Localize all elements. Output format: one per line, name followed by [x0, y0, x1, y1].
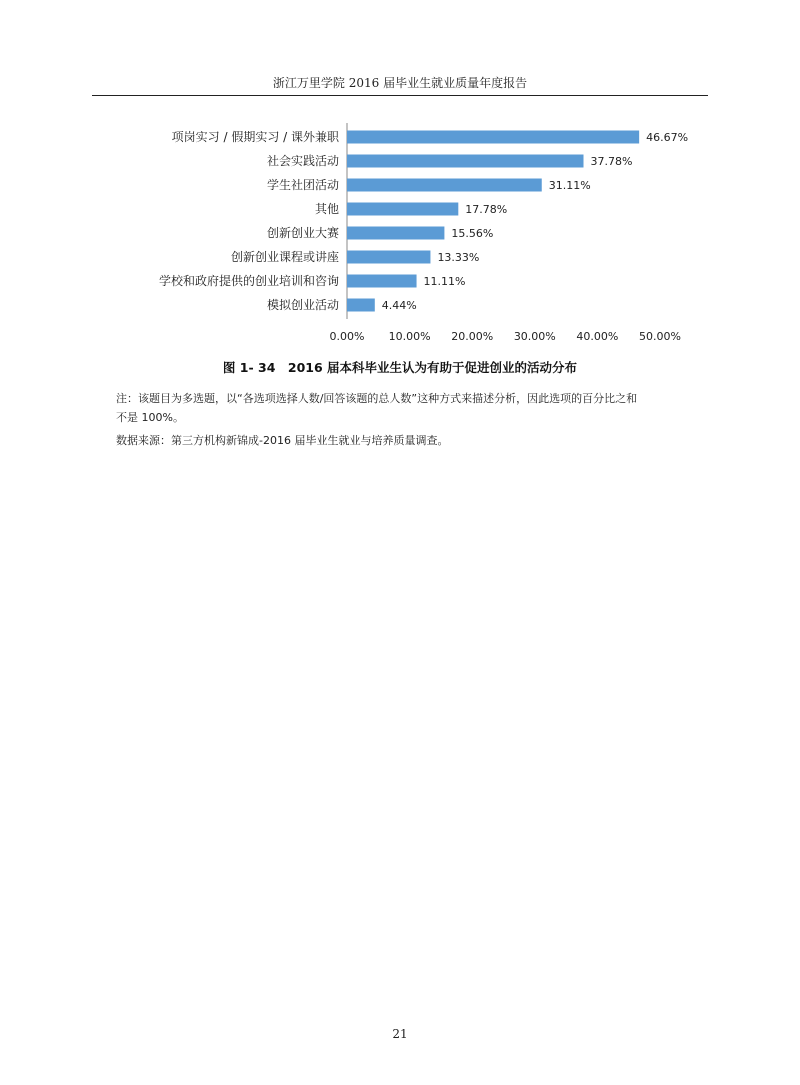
x-tick-label: 0.00% [329, 330, 365, 343]
category-label: 创新创业课程或讲座 [230, 250, 339, 264]
bar [347, 179, 542, 192]
category-label: 学生社团活动 [266, 178, 339, 192]
note-line-1: 注：该题目为多选题，以“各选项选择人数/回答该题的总人数”这种方式来描述分析，因此选项的百分比之和 [116, 392, 638, 405]
x-tick-label: 50.00% [639, 330, 681, 343]
page-number: 21 [392, 1027, 408, 1041]
value-label: 17.78% [465, 203, 508, 216]
x-tick-label: 20.00% [451, 330, 494, 343]
category-label: 其他 [314, 202, 339, 216]
x-tick-label: 10.00% [388, 330, 431, 343]
note-line-2: 不是 100%。 [116, 411, 184, 424]
header-divider [92, 95, 708, 96]
value-label: 37.78% [590, 155, 633, 168]
value-label: 13.33% [437, 251, 480, 264]
value-label: 11.11% [423, 275, 466, 288]
data-source: 数据来源：第三方机构新锦成-2016 届毕业生就业与培养质量调查。 [116, 434, 449, 447]
page-header: 浙江万里学院 2016 届毕业生就业质量年度报告 [272, 76, 528, 90]
category-label: 社会实践活动 [266, 154, 339, 168]
value-label: 31.11% [548, 179, 591, 192]
figure-note [116, 389, 706, 427]
category-label: 学校和政府提供的创业培训和咨询 [158, 274, 339, 288]
x-tick-label: 30.00% [513, 330, 556, 343]
bar [347, 299, 375, 312]
x-tick-label: 40.00% [576, 330, 619, 343]
activity-bar-chart [0, 110, 800, 350]
bar [347, 131, 639, 144]
bar [347, 227, 444, 240]
value-label: 46.67% [646, 131, 689, 144]
bars-layer [159, 123, 688, 343]
bar [347, 251, 430, 264]
value-label: 15.56% [451, 227, 494, 240]
bar [347, 275, 417, 288]
figure-caption: 图 1- 34 2016 届本科毕业生认为有助于促进创业的活动分布 [222, 360, 578, 375]
value-label: 4.44% [381, 299, 417, 312]
category-label: 创新创业大赛 [266, 226, 339, 240]
bar [347, 203, 458, 216]
category-label: 项岗实习 / 假期实习 / 课外兼职 [171, 130, 339, 144]
category-label: 模拟创业活动 [266, 298, 339, 312]
bar [347, 155, 584, 168]
